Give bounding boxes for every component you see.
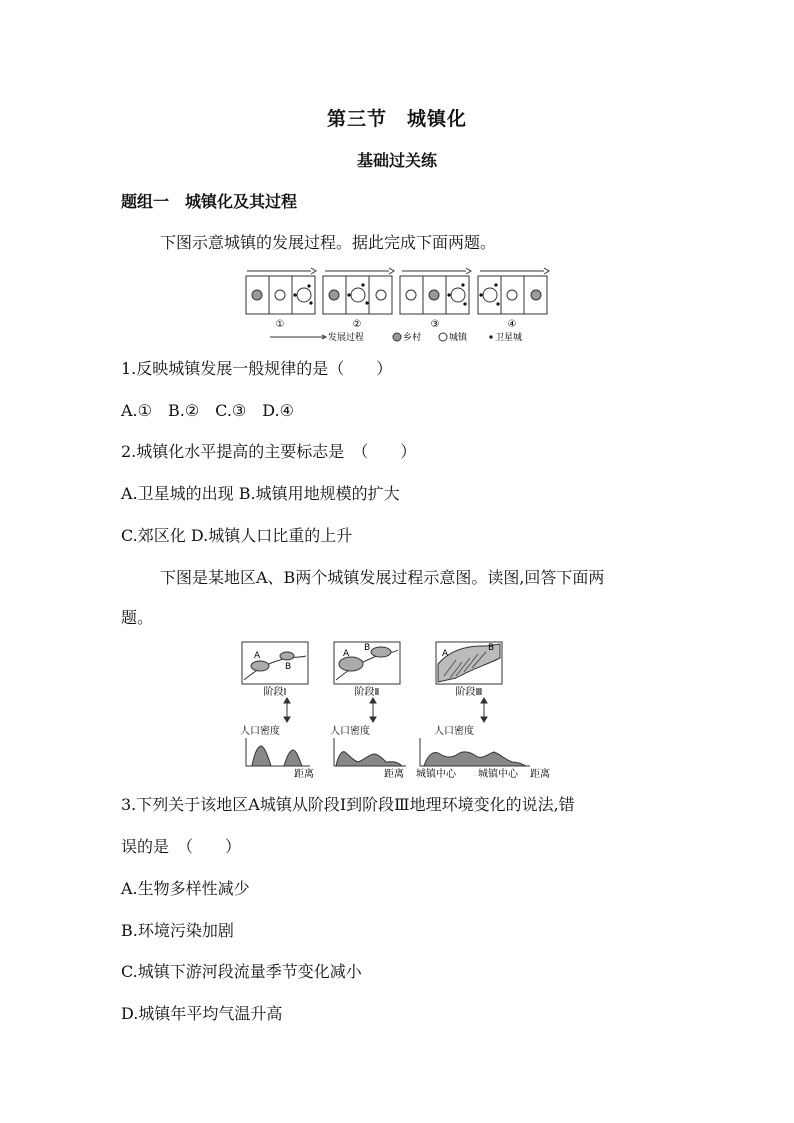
x-axis-label: 距离 [530, 769, 550, 780]
question-3-option-a: A.生物多样性减少 [121, 879, 250, 898]
question-3-option-b: B.环境污染加剧 [121, 921, 234, 940]
svg-text:B: B [488, 643, 495, 653]
legend-town: 城镇 [449, 333, 468, 343]
stage-label: 阶段Ⅱ [354, 687, 380, 698]
svg-text:A: A [343, 649, 350, 659]
question-3-option-c: C.城镇下游河段流量季节变化减小 [121, 962, 362, 981]
question-1-options: A.① B.② C.③ D.④ [121, 401, 294, 420]
stage-label: 阶段Ⅲ [455, 687, 483, 698]
panel-label: ③ [430, 319, 440, 330]
village-legend-icon [393, 333, 401, 341]
svg-text:B: B [364, 643, 371, 653]
question-3: 3.下列关于该地区A城镇从阶段Ⅰ到阶段Ⅲ地理环境变化的说法,错 [121, 795, 575, 814]
satellite-legend-icon [489, 335, 492, 338]
stage-3-map [436, 642, 502, 684]
question-2-options-cd: C.郊区化 D.城镇人口比重的上升 [121, 526, 353, 545]
legend-satellite: 卫星城 [495, 333, 523, 343]
y-axis-label: 人口密度 [330, 726, 370, 737]
group2-intro-cont: 题。 [121, 608, 154, 627]
stage-2-map [334, 642, 400, 684]
town-center-label: 城镇中心 [416, 769, 456, 780]
y-axis-label: 人口密度 [240, 726, 280, 737]
svg-text:A: A [254, 651, 261, 661]
town-center-label: 城镇中心 [478, 769, 518, 780]
density-chart-1 [246, 738, 310, 766]
question-3-option-d: D.城镇年平均气温升高 [121, 1004, 283, 1023]
stage-1-map [242, 642, 308, 684]
group2-intro: 下图是某地区A、B两个城镇发展过程示意图。读图,回答下面两 [160, 568, 605, 587]
town-development-figure [240, 264, 560, 346]
panel-label: ② [352, 319, 362, 330]
question-2: 2.城镇化水平提高的主要标志是 （ ） [121, 442, 417, 461]
town-legend-icon [439, 333, 447, 341]
x-axis-label: 距离 [294, 769, 314, 780]
question-3-cont: 误的是 （ ） [121, 837, 242, 856]
page-title: 第三节 城镇化 [326, 108, 467, 130]
panel-label: ④ [507, 319, 517, 330]
panel-label: ① [275, 319, 285, 330]
density-chart-2 [334, 738, 406, 766]
group1-intro: 下图示意城镇的发展过程。据此完成下面两题。 [160, 233, 497, 252]
svg-text:A: A [442, 649, 449, 659]
svg-text:B: B [285, 662, 292, 672]
group-heading: 题组一 城镇化及其过程 [121, 192, 298, 211]
density-chart-3 [420, 738, 530, 766]
question-2-options-ab: A.卫星城的出现 B.城镇用地规模的扩大 [121, 484, 400, 503]
page-subtitle: 基础过关练 [356, 151, 437, 170]
x-axis-label: 距离 [384, 769, 404, 780]
town-stages-figure [230, 636, 560, 782]
question-1: 1.反映城镇发展一般规律的是（ ） [121, 359, 393, 378]
y-axis-label: 人口密度 [434, 726, 474, 737]
legend-village: 乡村 [403, 333, 422, 343]
stage-label: 阶段Ⅰ [263, 687, 287, 698]
legend-process: 发展过程 [328, 333, 365, 343]
